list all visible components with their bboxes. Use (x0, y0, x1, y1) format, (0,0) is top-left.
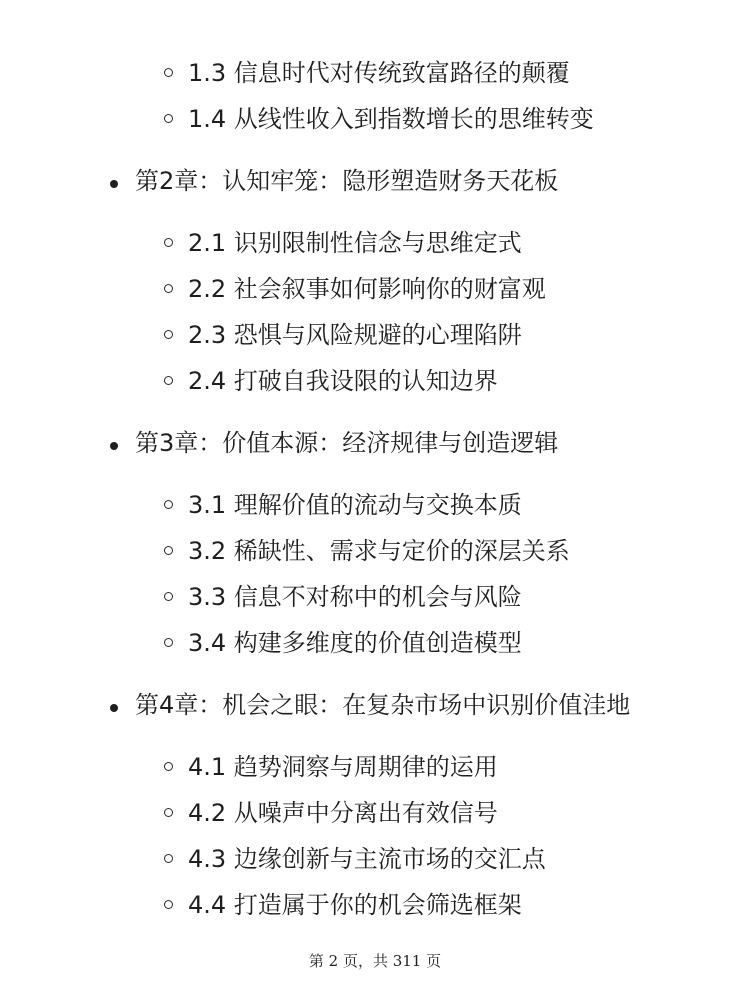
toc-item-label: 第4章：机会之眼：在复杂市场中识别价值洼地 (135, 691, 631, 719)
toc-item-label: 2.2 社会叙事如何影响你的财富观 (188, 275, 546, 303)
toc-item-label: 4.3 边缘创新与主流市场的交汇点 (188, 845, 546, 873)
bullet-circle-icon (164, 808, 173, 817)
page-footer: 第 2 页，共 311 页 (308, 952, 442, 970)
toc-section-item (188, 528, 750, 574)
bullet-circle-icon (164, 900, 173, 909)
toc-section-item (188, 574, 750, 620)
toc-chapter-item (135, 674, 690, 736)
table-of-contents (0, 50, 750, 928)
bullet-circle-icon (164, 500, 173, 509)
bullet-circle-icon (164, 114, 173, 123)
toc-section-item (188, 358, 750, 404)
toc-item-label: 3.4 构建多维度的价值创造模型 (188, 629, 522, 657)
toc-item-label: 4.4 打造属于你的机会筛选框架 (188, 891, 522, 919)
bullet-dot-icon (110, 180, 118, 188)
toc-item-label: 2.4 打破自我设限的认知边界 (188, 367, 498, 395)
bullet-circle-icon (164, 376, 173, 385)
toc-section-item (188, 266, 750, 312)
toc-item-label: 1.4 从线性收入到指数增长的思维转变 (188, 105, 594, 133)
bullet-circle-icon (164, 68, 173, 77)
toc-item-label: 1.3 信息时代对传统致富路径的颠覆 (188, 59, 570, 87)
toc-item-label: 3.1 理解价值的流动与交换本质 (188, 491, 522, 519)
bullet-circle-icon (164, 854, 173, 863)
bullet-circle-icon (164, 330, 173, 339)
toc-chapter-item (135, 150, 690, 212)
toc-item-label: 4.2 从噪声中分离出有效信号 (188, 799, 498, 827)
bullet-circle-icon (164, 638, 173, 647)
toc-section-item (188, 96, 750, 142)
bullet-circle-icon (164, 592, 173, 601)
toc-section-item (188, 744, 750, 790)
toc-item-label: 3.2 稀缺性、需求与定价的深层关系 (188, 537, 570, 565)
bullet-circle-icon (164, 762, 173, 771)
toc-section-item (188, 482, 750, 528)
toc-item-label: 3.3 信息不对称中的机会与风险 (188, 583, 522, 611)
toc-section-item (188, 50, 750, 96)
toc-section-item (188, 220, 750, 266)
toc-section-item (188, 882, 750, 928)
toc-item-label: 4.1 趋势洞察与周期律的运用 (188, 753, 498, 781)
toc-item-label: 第3章：价值本源：经济规律与创造逻辑 (135, 429, 559, 457)
bullet-dot-icon (110, 704, 118, 712)
bullet-dot-icon (110, 442, 118, 450)
toc-item-label: 2.3 恐惧与风险规避的心理陷阱 (188, 321, 522, 349)
toc-section-item (188, 620, 750, 666)
bullet-circle-icon (164, 238, 173, 247)
toc-section-item (188, 790, 750, 836)
toc-chapter-item (135, 412, 690, 474)
toc-item-label: 2.1 识别限制性信念与思维定式 (188, 229, 522, 257)
toc-section-item (188, 836, 750, 882)
bullet-circle-icon (164, 284, 173, 293)
toc-item-label: 第2章：认知牢笼：隐形塑造财务天花板 (135, 167, 559, 195)
toc-section-item (188, 312, 750, 358)
bullet-circle-icon (164, 546, 173, 555)
